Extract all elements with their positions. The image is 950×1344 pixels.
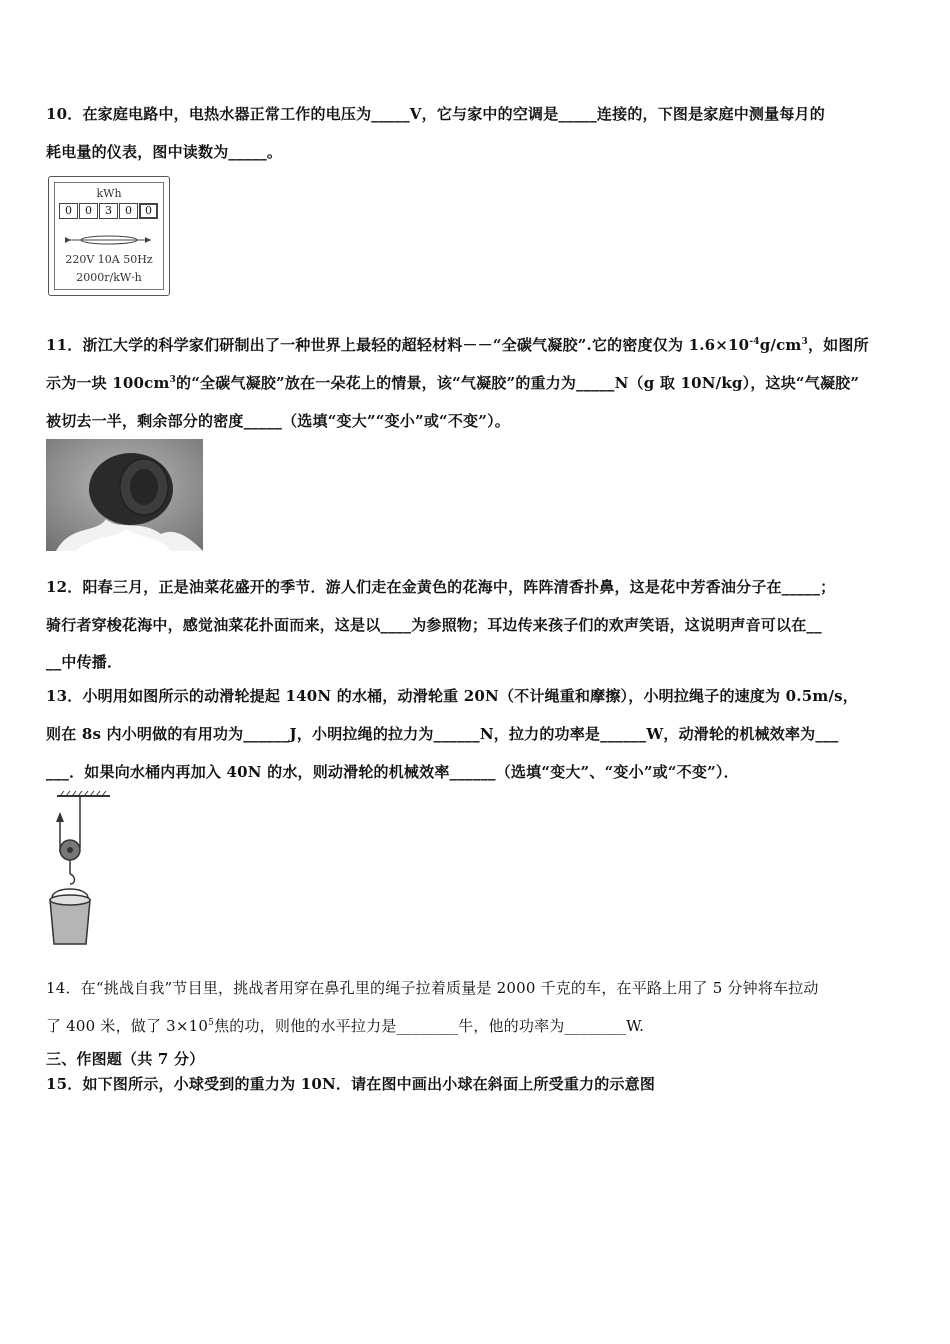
q11-text: 示为一块 100cm (46, 374, 170, 392)
q13-line1: 13．小明用如图所示的动滑轮提起 140N 的水桶，动滑轮重 20N（不计绳重和摩擦），小明拉绳子的速度为 0.5m/s， (46, 687, 858, 705)
q13-line3: ___．如果向水桶内再加入 40N 的水，则动滑轮的机械效率______（选填“变大”、“变小”或“不变”）． (46, 763, 739, 781)
q15-line1: 15．如下图所示，小球受到的重力为 10N．请在图中画出小球在斜面上所受重力的示意图 (46, 1075, 656, 1093)
q11-exponent: -4 (749, 337, 760, 347)
meter-disc-icon (63, 233, 155, 247)
q11-line3: 被切去一半，剩余部分的密度_____（选填“变大”“变小”或“不变”）。 (46, 412, 510, 430)
meter-digit: 0 (139, 203, 158, 219)
q14-text: 了 400 米，做了 3×10 (46, 1017, 209, 1035)
q11-line1 (46, 334, 869, 355)
meter-digit: 0 (59, 203, 78, 219)
q12-line1: 12．阳春三月，正是油菜花盛开的季节．游人们走在金黄色的花海中，阵阵清香扑鼻，这是花中芳香油分子在_____； (46, 578, 836, 596)
q14-line2 (46, 1015, 644, 1036)
q11-unit: g/cm (759, 336, 802, 354)
q13-line2: 则在 8s 内小明做的有用功为______J，小明拉绳的拉力为______N，拉力的功率是______W，动滑轮的机械效率为___ (46, 725, 839, 743)
meter-digit: 0 (119, 203, 138, 219)
q10-line2: 耗电量的仪表，图中读数为_____。 (46, 143, 283, 161)
q14-exponent: 5 (208, 1018, 215, 1028)
q11-exponent: 3 (169, 375, 177, 385)
q11-text: 11．浙江大学的科学家们研制出了一种世界上最轻的超轻材料－－“全碳气凝胶”.它的密度仅为 1.6×10 (46, 336, 750, 354)
q11-text: 的“全碳气凝胶”放在一朵花上的情景，该“气凝胶”的重力为_____N（g 取 10N/kg），这块“气凝胶” (176, 374, 860, 392)
q14-text: 焦的功，则他的水平拉力是________牛，他的功率为________W. (214, 1017, 645, 1035)
q12-line2: 骑行者穿梭花海中，感觉油菜花扑面而来，这是以____为参照物；耳边传来孩子们的欢声笑语，这说明声音可以在__ (46, 616, 822, 634)
aerogel-on-flower-photo (46, 439, 203, 551)
q11-exponent: 3 (801, 337, 808, 347)
meter-digit: 0 (79, 203, 98, 219)
q12-line3: __中传播． (46, 653, 123, 671)
electric-meter-figure (48, 176, 170, 296)
q11-line2 (46, 372, 859, 393)
q10-line1: 10．在家庭电路中，电热水器正常工作的电压为_____V，它与家中的空调是_____连接的，下图是家庭中测量每月的 (46, 105, 825, 123)
movable-pulley-figure (42, 790, 122, 950)
q14-line1: 14．在“挑战自我”节目里，挑战者用穿在鼻孔里的绳子拉着质量是 2000 千克的车，在平路上用了 5 分钟将车拉动 (46, 979, 819, 997)
q11-text: ，如图所 (807, 336, 869, 354)
meter-unit: kWh (96, 187, 122, 200)
aerogel-photo-drawing (46, 439, 203, 551)
meter-digit: 3 (99, 203, 118, 219)
section-heading: 三、作图题（共 7 分） (46, 1050, 205, 1068)
meter-digits (59, 203, 158, 219)
meter-spec-constant: 2000r/kW·h (76, 271, 142, 284)
meter-spec-rating: 220V 10A 50Hz (65, 253, 153, 266)
